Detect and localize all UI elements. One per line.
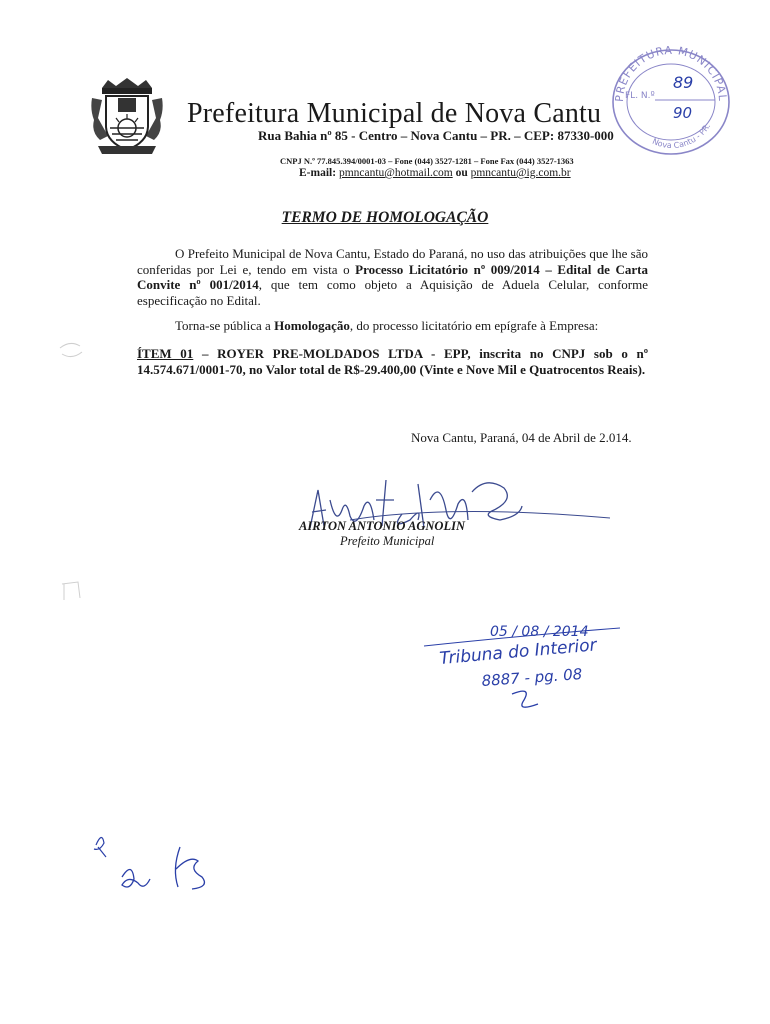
paragraph-1-text-a: O Prefeito Municipal de Nova Cantu, Estado do Paraná, no uso das atribuições que lhe são conferidas por Lei e, tendo em vista o: [137, 246, 648, 277]
stamp-text-top: PREFEITURA MUNICIPAL: [612, 43, 730, 103]
paragraph-1: [137, 246, 648, 308]
handwritten-initials: [80, 825, 230, 905]
margin-mark: [58, 578, 84, 604]
paragraph-2-text-b: , do processo licitatório em epígrafe à Empresa:: [349, 318, 599, 333]
publication-note: [420, 610, 690, 720]
organization-email: [299, 167, 571, 179]
email-separator: ou: [452, 167, 471, 179]
item-01: [137, 346, 648, 377]
date-line: Nova Cantu, Paraná, 04 de Abril de 2.014.: [411, 430, 632, 445]
item-label: ÍTEM 01: [137, 346, 194, 361]
margin-mark: [56, 338, 86, 362]
document-title: TERMO DE HOMOLOGAÇÃO: [281, 209, 489, 226]
organization-contact: CNPJ N.º 77.845.394/0001-03 – Fone (044) 3527-1281 – Fone Fax (044) 3527-1363: [280, 156, 574, 166]
organization-name: Prefeitura Municipal de Nova Cantu: [187, 98, 602, 129]
stamp-text-bottom: Nova Cantu - PR.: [650, 121, 713, 151]
municipal-stamp: [605, 38, 735, 156]
organization-address: Rua Bahia nº 85 - Centro – Nova Cantu – PR. – CEP: 87330-000: [258, 128, 614, 143]
publication-edition: 8887 - pg. 08: [481, 665, 583, 690]
email-link-2[interactable]: pmncantu@ig.com.br: [470, 167, 571, 179]
paragraph-2-text-a: Torna-se pública a: [175, 318, 275, 333]
paragraph-2-homologation: Homologação: [274, 318, 350, 333]
paragraph-1-text-b: , que tem como objeto a Aquisição de Aduela Celular, conforme especificação no Edital.: [137, 277, 648, 308]
signatory-name: AIRTON ANTONIO AGNOLIN: [299, 519, 465, 533]
signatory-role: Prefeito Municipal: [340, 534, 435, 548]
item-text: – ROYER PRE-MOLDADOS LTDA - EPP, inscrita no CNPJ sob o nº 14.574.671/0001-70, no Valor total de R$-29.400,00 (Vinte e Nove Mil e Quatrocentos Reais).: [137, 346, 649, 377]
email-label: E-mail:: [299, 167, 339, 179]
stamp-number-1: 89: [673, 73, 694, 92]
paragraph-2: [137, 318, 648, 334]
stamp-fl-label: FL. N.º: [625, 91, 655, 101]
publication-date: 05 / 08 / 2014: [490, 624, 589, 640]
coat-of-arms-crest: [88, 76, 166, 158]
publication-newspaper: Tribuna do Interior: [438, 635, 598, 669]
stamp-number-2: 90: [673, 104, 693, 122]
email-link-1[interactable]: pmncantu@hotmail.com: [338, 167, 453, 179]
paragraph-1-process: Processo Licitatório nº 009/2014 – Edital de Carta Convite nº 001/2014: [137, 261, 648, 292]
